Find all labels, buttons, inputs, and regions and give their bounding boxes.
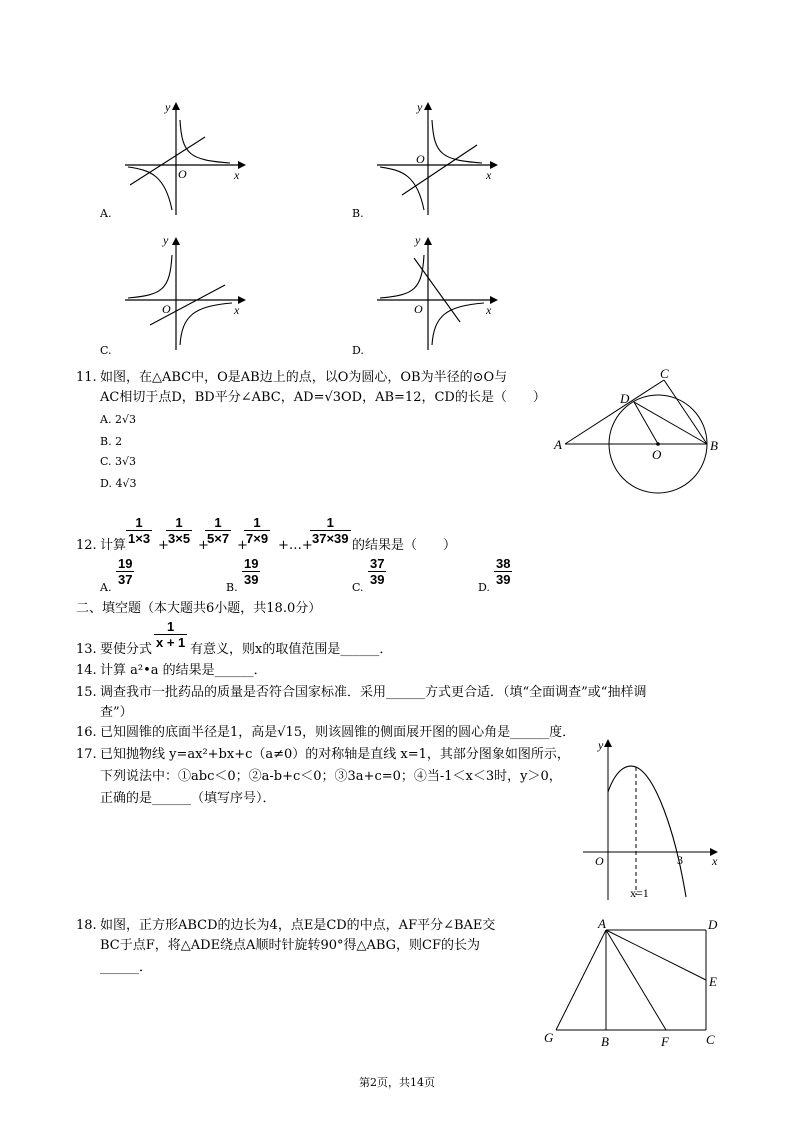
svg-text:3: 3 xyxy=(677,853,683,867)
q12-plus-3: + xyxy=(237,538,248,553)
q18-square-figure xyxy=(540,915,730,1050)
q12-dots: +…+ xyxy=(278,538,313,553)
section-title: 二、填空题（本大题共6小题，共18.0分） xyxy=(76,601,322,616)
svg-text:x: x xyxy=(486,303,492,317)
svg-text:G: G xyxy=(544,1030,554,1045)
q11-option-d: D. 4√3 xyxy=(100,477,137,490)
svg-text:y: y xyxy=(598,738,604,752)
svg-text:B: B xyxy=(710,438,718,453)
svg-text:O: O xyxy=(162,302,171,316)
q12-option-d-value: $\frac{38}{39}$ xyxy=(496,556,511,587)
svg-text:y: y xyxy=(415,233,421,247)
q12-plus-2: + xyxy=(198,538,209,553)
option-graph-b xyxy=(372,95,502,220)
q18-line3: ______． xyxy=(100,960,153,975)
svg-text:O: O xyxy=(416,152,425,166)
svg-text:O: O xyxy=(414,302,423,316)
q16-text: 已知圆锥的底面半径是1，高是√15，则该圆锥的侧面展开图的圆心角是______度． xyxy=(100,725,576,740)
q18-line1: 如图，正方形ABCD的边长为4，点E是CD的中点，AF平分∠BAE交 xyxy=(100,918,496,933)
q15-line1: 调查我市一批药品的质量是否符合国家标准．采用______方式更合适．（填“全面调查”或“抽样调 xyxy=(100,685,647,700)
svg-text:D: D xyxy=(708,917,718,932)
q14-number: 14. xyxy=(76,663,97,678)
q13-number: 13. xyxy=(76,642,97,657)
q11-option-c: C. 3√3 xyxy=(100,455,137,468)
q17-line2: 下列说法中：①abc＜0；②a-b+c＜0；③3a+c=0；④当-1＜x＜3时，y＞0， xyxy=(100,769,562,784)
option-d-label: D. xyxy=(352,344,364,357)
svg-text:O: O xyxy=(178,167,187,181)
svg-text:A: A xyxy=(598,916,606,931)
q13-before: 要使分式 xyxy=(100,642,153,657)
q12-option-c-value: $\frac{37}{39}$ xyxy=(370,556,385,587)
svg-text:x=1: x=1 xyxy=(630,886,649,900)
q12-option-b-value: $\frac{19}{39}$ xyxy=(244,556,259,587)
svg-text:B: B xyxy=(601,1034,609,1049)
q11-line1: 如图，在△ABC中，O是AB边上的点，以O为圆心，OB为半径的⊙O与 xyxy=(100,370,508,385)
q12-term-3: $\frac{1}{5\times 7}$ xyxy=(207,515,230,546)
svg-text:O: O xyxy=(652,447,662,462)
q12-suffix: 的结果是（ ） xyxy=(352,538,457,553)
svg-text:D: D xyxy=(620,391,630,406)
option-graph-a xyxy=(120,95,250,220)
q12-option-a-label: A. xyxy=(100,581,112,594)
q15-line2: 查”） xyxy=(100,705,133,720)
q12-option-a-value: $\frac{19}{37}$ xyxy=(118,556,133,587)
q12-option-d-label: D. xyxy=(478,581,490,594)
q18-number: 18. xyxy=(76,918,97,933)
svg-text:A: A xyxy=(554,437,562,452)
q17-number: 17. xyxy=(76,747,97,762)
option-c-label: C. xyxy=(100,344,112,357)
option-a-label: A. xyxy=(100,207,112,220)
svg-text:C: C xyxy=(660,366,669,381)
svg-text:y: y xyxy=(165,100,171,114)
q13-after: 有意义，则x的取值范围是______． xyxy=(190,642,393,657)
svg-text:C: C xyxy=(706,1032,715,1047)
q13-fraction: $\frac{1}{x + 1}$ xyxy=(156,619,186,650)
q11-option-b: B. 2 xyxy=(100,435,123,448)
q17-line3: 正确的是______（填写序号）． xyxy=(100,791,276,806)
q16-number: 16. xyxy=(76,725,97,740)
q12-term-2: $\frac{1}{3\times 5}$ xyxy=(168,515,191,546)
option-graph-d xyxy=(372,230,502,355)
svg-text:E: E xyxy=(709,974,717,989)
q14-text: 计算 a²•a 的结果是______． xyxy=(100,663,267,678)
svg-text:x: x xyxy=(486,168,492,182)
q12-option-b-label: B. xyxy=(226,581,238,594)
q12-plus-1: + xyxy=(158,538,169,553)
q11-line2: AC相切于点D，BD平分∠ABC，AD=√3OD，AB=12，CD的长是（ ） xyxy=(100,390,546,405)
svg-text:x: x xyxy=(234,168,240,182)
q11-option-a: A. 2√3 xyxy=(100,413,136,426)
q18-line2: BC于点F，将△ADE绕点A顺时针旋转90°得△ABG，则CF的长为 xyxy=(100,938,481,953)
q12-prefix: 计算 xyxy=(100,538,127,553)
q12-term-1: $\frac{1}{1\times 3}$ xyxy=(128,515,151,546)
q11-number: 11. xyxy=(76,370,97,385)
svg-text:y: y xyxy=(417,100,423,114)
option-graph-c xyxy=(120,230,250,355)
option-b-label: B. xyxy=(352,207,364,220)
svg-text:x: x xyxy=(234,303,240,317)
svg-text:x: x xyxy=(712,854,718,868)
q15-number: 15. xyxy=(76,685,97,700)
q17-parabola-figure xyxy=(580,735,725,905)
q12-term-4: $\frac{1}{7\times 9}$ xyxy=(246,515,269,546)
svg-text:O: O xyxy=(595,854,604,868)
q17-line1: 已知抛物线 y=ax²+bx+c（a≠0）的对称轴是直线 x=1，其部分图象如图所示， xyxy=(100,747,570,762)
svg-text:y: y xyxy=(163,233,169,247)
page-footer: 第2页，共14页 xyxy=(359,1076,435,1089)
q11-figure xyxy=(550,365,730,500)
q12-number: 12. xyxy=(76,538,97,553)
q12-term-last: $\frac{1}{37\times 39}$ xyxy=(312,515,349,546)
q12-option-c-label: C. xyxy=(352,581,364,594)
svg-text:F: F xyxy=(661,1034,669,1049)
